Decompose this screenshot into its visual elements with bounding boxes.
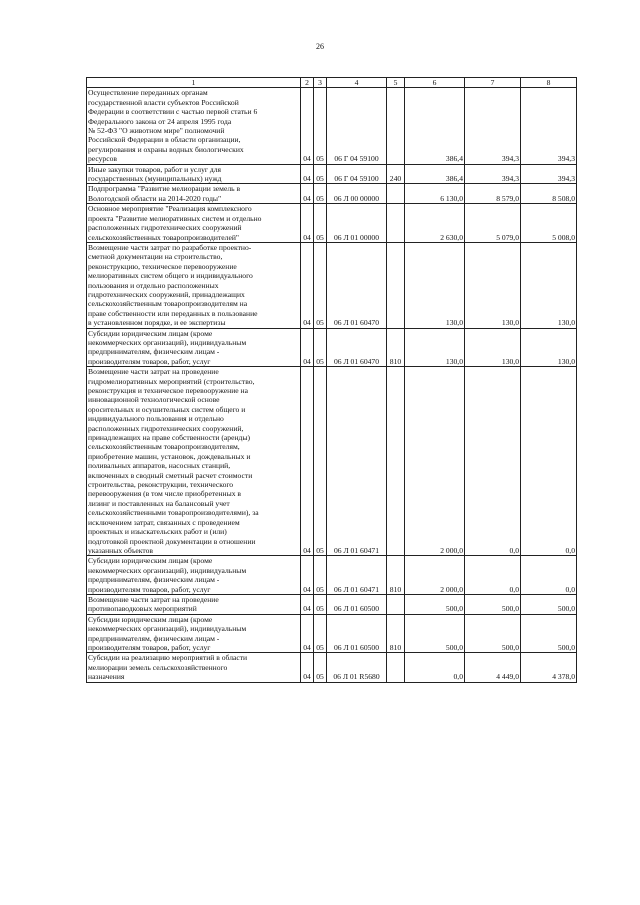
amount-col6-cell: 500,0: [405, 594, 465, 614]
amount-col6-cell: 386,4: [405, 88, 465, 164]
table-row: [87, 328, 577, 367]
section-code-cell: 04: [301, 204, 314, 243]
amount-col8-cell: 394,3: [521, 164, 577, 184]
column-header: 6: [405, 78, 465, 88]
expense-type-cell: 240: [387, 164, 405, 184]
table-row: [87, 653, 577, 682]
target-article-cell: 06 Л 01 60500: [327, 594, 387, 614]
target-article-cell: 06 Г 04 59100: [327, 164, 387, 184]
amount-col7-cell: 0,0: [465, 367, 521, 556]
table-row: [87, 556, 577, 595]
page-number: 26: [316, 42, 324, 51]
table-row: [87, 242, 577, 328]
budget-table: [86, 77, 577, 683]
subsection-code-cell: 05: [314, 328, 327, 367]
amount-col6-cell: 386,4: [405, 164, 465, 184]
target-article-cell: 06 Л 01 60500: [327, 614, 387, 653]
header-row: [87, 78, 577, 88]
subsection-code-cell: 05: [314, 653, 327, 682]
amount-col6-cell: 0,0: [405, 653, 465, 682]
expense-type-cell: [387, 242, 405, 328]
target-article-cell: 06 Г 04 59100: [327, 88, 387, 164]
column-header: 2: [301, 78, 314, 88]
target-article-cell: 06 Л 01 00000: [327, 204, 387, 243]
amount-col7-cell: 500,0: [465, 614, 521, 653]
expense-type-cell: 810: [387, 556, 405, 595]
amount-col7-cell: 500,0: [465, 594, 521, 614]
amount-col6-cell: 2 000,0: [405, 556, 465, 595]
target-article-cell: 06 Л 01 60470: [327, 242, 387, 328]
subsection-code-cell: 05: [314, 242, 327, 328]
amount-col6-cell: 130,0: [405, 328, 465, 367]
subsection-code-cell: 05: [314, 88, 327, 164]
table-body: [87, 88, 577, 682]
table-row: [87, 88, 577, 164]
amount-col6-cell: 2 630,0: [405, 204, 465, 243]
row-name-cell: Основное мероприятие "Реализация комплексного проекта "Развитие мелиоративных систем и отдельно расположенных гидротехнических сооружений сельскохозяйственных товаропроизводителей": [87, 204, 301, 243]
table-row: [87, 204, 577, 243]
section-code-cell: 04: [301, 184, 314, 204]
row-name-cell: Возмещение части затрат по разработке проектно- сметной документации на строительство, реконструкцию, техническое перевооружение мелиоративных систем общего и индивидуального пользования и отдельно расположенных гидротехнических сооружений, принадлежащих сельскохозяйственным товаропроизводителям на праве собственности или переданных в пользование в установленном порядке, и ее экспертизы: [87, 242, 301, 328]
amount-col7-cell: 394,3: [465, 164, 521, 184]
section-code-cell: 04: [301, 556, 314, 595]
expense-type-cell: [387, 594, 405, 614]
amount-col8-cell: 5 008,0: [521, 204, 577, 243]
column-header: 3: [314, 78, 327, 88]
subsection-code-cell: 05: [314, 556, 327, 595]
subsection-code-cell: 05: [314, 164, 327, 184]
table-row: [87, 614, 577, 653]
expense-type-cell: [387, 184, 405, 204]
amount-col7-cell: 0,0: [465, 556, 521, 595]
row-name-cell: Возмещение части затрат на проведение противопаводковых мероприятий: [87, 594, 301, 614]
amount-col7-cell: 394,3: [465, 88, 521, 164]
expense-type-cell: 810: [387, 328, 405, 367]
target-article-cell: 06 Л 01 60471: [327, 556, 387, 595]
column-header: 1: [87, 78, 301, 88]
row-name-cell: Подпрограмма "Развитие мелиорации земель в Вологодской области на 2014-2020 годы": [87, 184, 301, 204]
section-code-cell: 04: [301, 328, 314, 367]
section-code-cell: 04: [301, 653, 314, 682]
column-header: 5: [387, 78, 405, 88]
amount-col8-cell: 500,0: [521, 614, 577, 653]
row-name-cell: Субсидии юридическим лицам (кроме некоммерческих организаций), индивидуальным предпринимателям, физическим лицам - производителям товаров, работ, услуг: [87, 556, 301, 595]
section-code-cell: 04: [301, 614, 314, 653]
amount-col6-cell: 2 000,0: [405, 367, 465, 556]
amount-col8-cell: 0,0: [521, 367, 577, 556]
section-code-cell: 04: [301, 594, 314, 614]
row-name-cell: Иные закупки товаров, работ и услуг для государственных (муниципальных) нужд: [87, 164, 301, 184]
amount-col7-cell: 4 449,0: [465, 653, 521, 682]
expense-type-cell: 810: [387, 614, 405, 653]
section-code-cell: 04: [301, 367, 314, 556]
subsection-code-cell: 05: [314, 594, 327, 614]
column-header: 4: [327, 78, 387, 88]
section-code-cell: 04: [301, 164, 314, 184]
expense-type-cell: [387, 204, 405, 243]
amount-col8-cell: 0,0: [521, 556, 577, 595]
row-name-cell: Осуществление переданных органам государственной власти субъектов Российской Федерации в соответствии с частью первой статьи 6 Федерального закона от 24 апреля 1995 года № 52-ФЗ "О животном мире" полномочий Российской Федерации в области организации, регулирования и охраны водных биологических ресурсов: [87, 88, 301, 164]
amount-col8-cell: 4 378,0: [521, 653, 577, 682]
expense-type-cell: [387, 88, 405, 164]
target-article-cell: 06 Л 01 R5680: [327, 653, 387, 682]
amount-col6-cell: 130,0: [405, 242, 465, 328]
table-row: [87, 184, 577, 204]
subsection-code-cell: 05: [314, 367, 327, 556]
column-header: 8: [521, 78, 577, 88]
row-name-cell: Субсидии на реализацию мероприятий в области мелиорации земель сельскохозяйственного назначения: [87, 653, 301, 682]
table-row: [87, 164, 577, 184]
target-article-cell: 06 Л 01 60470: [327, 328, 387, 367]
amount-col7-cell: 8 579,0: [465, 184, 521, 204]
target-article-cell: 06 Л 00 00000: [327, 184, 387, 204]
row-name-cell: Субсидии юридическим лицам (кроме некоммерческих организаций), индивидуальным предпринимателям, физическим лицам - производителям товаров, работ, услуг: [87, 328, 301, 367]
section-code-cell: 04: [301, 242, 314, 328]
target-article-cell: 06 Л 01 60471: [327, 367, 387, 556]
amount-col8-cell: 130,0: [521, 328, 577, 367]
amount-col7-cell: 5 079,0: [465, 204, 521, 243]
subsection-code-cell: 05: [314, 204, 327, 243]
subsection-code-cell: 05: [314, 614, 327, 653]
amount-col8-cell: 394,3: [521, 88, 577, 164]
amount-col6-cell: 500,0: [405, 614, 465, 653]
amount-col8-cell: 8 508,0: [521, 184, 577, 204]
amount-col8-cell: 500,0: [521, 594, 577, 614]
subsection-code-cell: 05: [314, 184, 327, 204]
column-header: 7: [465, 78, 521, 88]
expense-type-cell: [387, 653, 405, 682]
amount-col7-cell: 130,0: [465, 242, 521, 328]
amount-col6-cell: 6 130,0: [405, 184, 465, 204]
table-row: [87, 367, 577, 556]
table-row: [87, 594, 577, 614]
row-name-cell: Возмещение части затрат на проведение гидромелиоративных мероприятий (строительство, реконструкция и техническое перевооружение на инновационной технологической основе оросительных и осушительных систем общего и индивидуального пользования и отдельно расположенных гидротехнических сооружений, принадлежащих на праве собственности (аренды) сельскохозяйственным товаропроизводителям, приобретение машин, установок, дождевальных и поливальных аппаратов, насосных станций, включенных в сводный сметный расчет стоимости строительства, реконструкции, технического перевооружения (в том числе приобретенных в лизинг и поставленных на балансовый учет сельскохозяйственными товаропроизводителями), за исключением затрат, связанных с проведением проектных и изыскательских работ и (или) подготовкой проектной документации в отношении указанных объектов: [87, 367, 301, 556]
amount-col8-cell: 130,0: [521, 242, 577, 328]
row-name-cell: Субсидии юридическим лицам (кроме некоммерческих организаций), индивидуальным предпринимателям, физическим лицам - производителям товаров, работ, услуг: [87, 614, 301, 653]
expense-type-cell: [387, 367, 405, 556]
section-code-cell: 04: [301, 88, 314, 164]
amount-col7-cell: 130,0: [465, 328, 521, 367]
